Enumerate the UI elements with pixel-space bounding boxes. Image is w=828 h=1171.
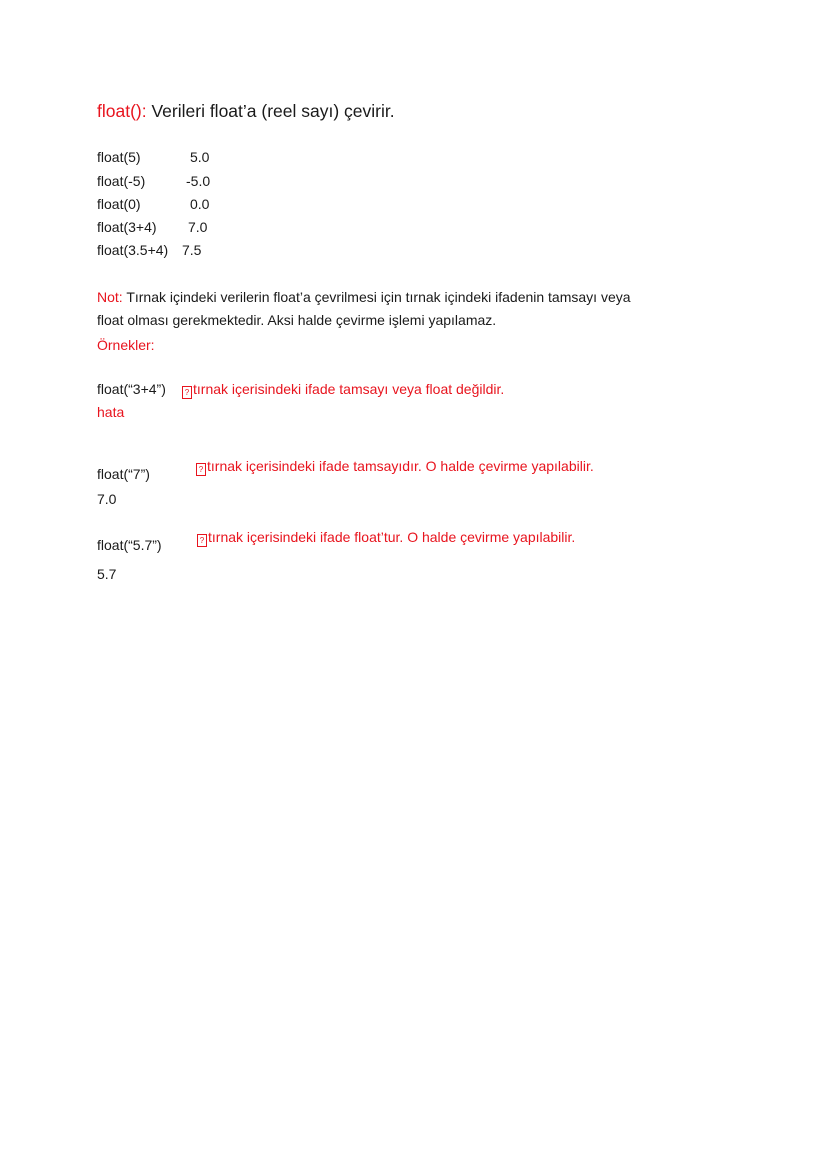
- comment-text: tırnak içerisindeki ifade float’tur. O halde çevirme yapılabilir.: [208, 529, 576, 545]
- string-example-comment: [196, 457, 594, 476]
- example-result: 5.0: [190, 149, 210, 165]
- note-label: Not:: [97, 289, 123, 305]
- note-line-2: float olması gerekmektedir. Aksi halde çevirme işlemi yapılamaz.: [97, 312, 497, 328]
- comment-text: tırnak içerisindeki ifade tamsayı veya float değildir.: [193, 381, 505, 397]
- example-expr: float(5): [97, 149, 141, 165]
- string-example-result: hata: [97, 404, 125, 420]
- note-text: Tırnak içindeki verilerin float’a çevrilmesi için tırnak içindeki ifadenin tamsayı veya: [122, 289, 631, 305]
- example-expr: float(-5): [97, 173, 146, 189]
- example-result: 0.0: [190, 196, 210, 212]
- string-example-expr: float(“5.7”): [97, 537, 162, 553]
- example-result: -5.0: [186, 173, 211, 189]
- function-description: Verileri float’a (reel sayı) çevirir.: [146, 101, 395, 121]
- string-example-result: 7.0: [97, 491, 117, 507]
- function-name: float():: [97, 101, 147, 121]
- string-example-expr: float(“3+4”): [97, 381, 166, 397]
- missing-glyph-icon: ?: [197, 534, 207, 547]
- note-line-1: [97, 288, 631, 306]
- examples-heading: Örnekler:: [97, 337, 155, 353]
- string-example-comment: [182, 380, 504, 399]
- example-result: 7.5: [182, 242, 202, 258]
- section-title: [97, 100, 395, 122]
- missing-glyph-icon: ?: [182, 386, 192, 399]
- string-example-result: 5.7: [97, 566, 117, 582]
- string-example-expr: float(“7”): [97, 466, 150, 482]
- example-result: 7.0: [188, 219, 208, 235]
- example-expr: float(3+4): [97, 219, 157, 235]
- example-expr: float(0): [97, 196, 141, 212]
- string-example-comment: [197, 528, 575, 547]
- example-expr: float(3.5+4): [97, 242, 169, 258]
- comment-text: tırnak içerisindeki ifade tamsayıdır. O halde çevirme yapılabilir.: [207, 458, 594, 474]
- missing-glyph-icon: ?: [196, 463, 206, 476]
